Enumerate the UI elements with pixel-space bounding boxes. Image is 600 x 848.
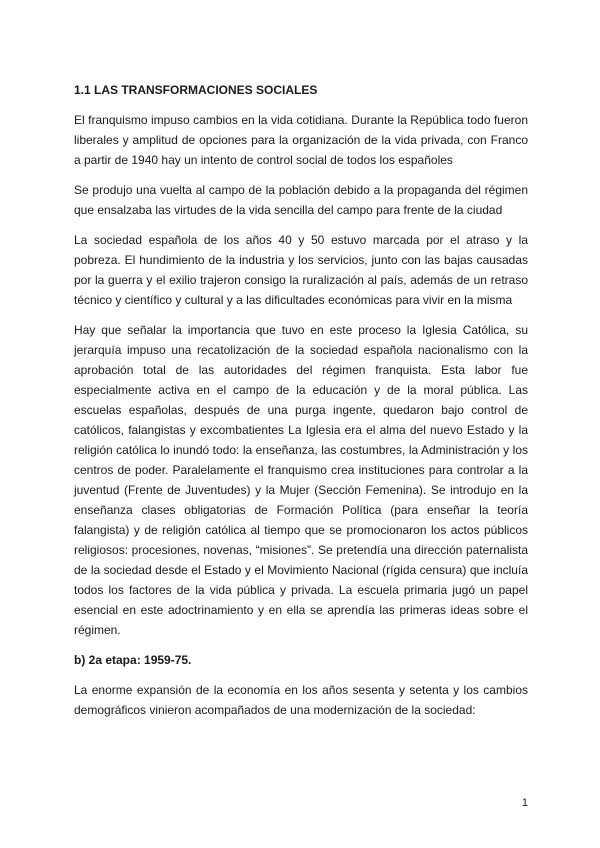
paragraph-4: Hay que señalar la importancia que tuvo en este proceso la Iglesia Católica, su jerarquía impuso una recatolización de la sociedad española nacionalismo con la aprobación total de las autoridades del régimen franquista. Esta labor fue especialmente activa en el campo de la educación y de la moral pública. Las escuelas españolas, después de una purga ingente, quedaron bajo control de católicos, falangistas y excombatientes La Iglesia era el alma del nuevo Estado y la religión católica lo inundó todo: la enseñanza, las costumbres, la Administración y los centros de poder. Paralelamente el franquismo crea instituciones para controlar a la juventud (Frente de Juventudes) y la Mujer (Sección Femenina). Se introdujo en la enseñanza clases obligatorias de Formación Política (para enseñar la teoría falangista) y de religión católica al tiempo que se promocionaron los actos públicos religiosos: procesiones, novenas, “misiones”. Se pretendía una dirección paternalista de la sociedad desde el Estado y el Movimiento Nacional (rígida censura) que incluía todos los factores de la vida pública y privada. La escuela primaria jugó un papel esencial en este adoctrinamiento y en ella se aprendía las primeras ideas sobre el régimen. xyxy=(74,323,528,637)
paragraph-final: La enorme expansión de la economía en los años sesenta y setenta y los cambios demográficos vinieron acompañados de una modernización de la sociedad: xyxy=(74,683,528,717)
section-title: 1.1 LAS TRANSFORMACIONES SOCIALES xyxy=(74,83,318,97)
paragraph-3: La sociedad española de los años 40 y 50 estuvo marcada por el atraso y la pobreza. El hundimiento de la industria y los servicios, junto con las bajas causadas por la guerra y el exilio trajeron consigo la ruralización al país, además de un retraso técnico y científico y cultural y a las dificultades económicas para vivir en la misma xyxy=(74,233,528,307)
paragraph-2: Se produjo una vuelta al campo de la población debido a la propaganda del régimen que ensalzaba las virtudes de la vida sencilla del campo para frente de la ciudad xyxy=(74,183,528,217)
subsection-title: b) 2a etapa: 1959-75. xyxy=(74,653,192,667)
page-number: 1 xyxy=(521,797,528,809)
document-page xyxy=(74,80,528,730)
paragraph-1: El franquismo impuso cambios en la vida cotidiana. Durante la República todo fueron liberales y amplitud de opciones para la organización de la vida privada, con Franco a partir de 1940 hay un intento de control social de todos los españoles xyxy=(74,113,528,167)
